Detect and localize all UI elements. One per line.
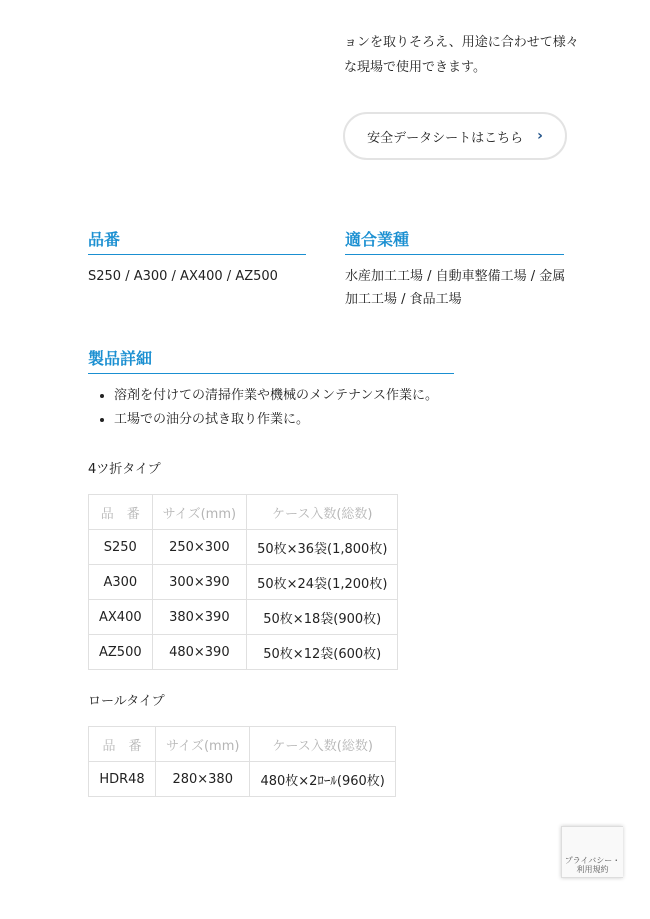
recaptcha-privacy-link[interactable]: プライバシー・ — [564, 856, 621, 865]
cell-part: AZ500 — [89, 635, 153, 670]
cell-part: HDR48 — [89, 762, 156, 797]
table-row — [89, 762, 396, 797]
column-header-case: ケース入数(総数) — [247, 495, 398, 530]
table-row — [89, 565, 398, 600]
cell-part: S250 — [89, 530, 153, 565]
cell-case: 480枚×2ﾛｰﾙ(960枚) — [250, 762, 395, 797]
industry-text — [345, 265, 565, 311]
list-item: • 工場での油分の拭き取り作業に。 — [114, 408, 438, 432]
cell-size: 250×300 — [152, 530, 246, 565]
fold-type-table — [88, 494, 398, 670]
safety-data-sheet-label: 安全データシートはこちら — [367, 130, 524, 146]
cell-size: 280×380 — [156, 762, 250, 797]
recaptcha-terms[interactable] — [564, 856, 621, 874]
intro-text — [344, 30, 594, 80]
industry-line-2: 加工工場 / 食品工場 — [345, 292, 462, 307]
intro-line-1: ョンを取りそろえ、用途に合わせて様々 — [344, 35, 579, 50]
part-number-text: S250 / A300 / AX400 / AZ500 — [88, 269, 278, 284]
table-row — [89, 635, 398, 670]
column-header-size: サイズ(mm) — [156, 727, 250, 762]
product-details-heading: 製品詳細 — [88, 346, 454, 374]
column-header-part: 品 番 — [89, 495, 153, 530]
table-row — [89, 600, 398, 635]
cell-case: 50枚×24袋(1,200枚) — [247, 565, 398, 600]
fold-type-label: 4ツ折タイプ — [88, 462, 161, 477]
industry-heading: 適合業種 — [345, 227, 564, 255]
cell-size: 300×390 — [152, 565, 246, 600]
list-item: • 溶剤を付けての清掃作業や機械のメンテナンス作業に。 — [114, 384, 438, 408]
part-number-heading: 品番 — [88, 227, 306, 255]
product-details-list — [96, 384, 438, 432]
table-row — [89, 530, 398, 565]
column-header-size: サイズ(mm) — [152, 495, 246, 530]
industry-line-1: 水産加工工場 / 自動車整備工場 / 金属 — [345, 269, 566, 284]
cell-part: A300 — [89, 565, 153, 600]
cell-size: 380×390 — [152, 600, 246, 635]
recaptcha-badge[interactable] — [561, 826, 623, 878]
cell-case: 50枚×18袋(900枚) — [247, 600, 398, 635]
cell-size: 480×390 — [152, 635, 246, 670]
intro-line-2: な現場で使用できます。 — [344, 60, 486, 75]
cell-case: 50枚×12袋(600枚) — [247, 635, 398, 670]
column-header-part: 品 番 — [89, 727, 156, 762]
table-header-row — [89, 495, 398, 530]
safety-data-sheet-button[interactable] — [343, 112, 567, 160]
recaptcha-terms-link[interactable]: 利用規約 — [576, 865, 609, 874]
roll-type-label: ロールタイプ — [88, 694, 165, 709]
cell-part: AX400 — [89, 600, 153, 635]
chevron-right-icon: › — [537, 128, 543, 144]
cell-case: 50枚×36袋(1,800枚) — [247, 530, 398, 565]
table-header-row — [89, 727, 396, 762]
column-header-case: ケース入数(総数) — [250, 727, 395, 762]
roll-type-table — [88, 726, 396, 797]
